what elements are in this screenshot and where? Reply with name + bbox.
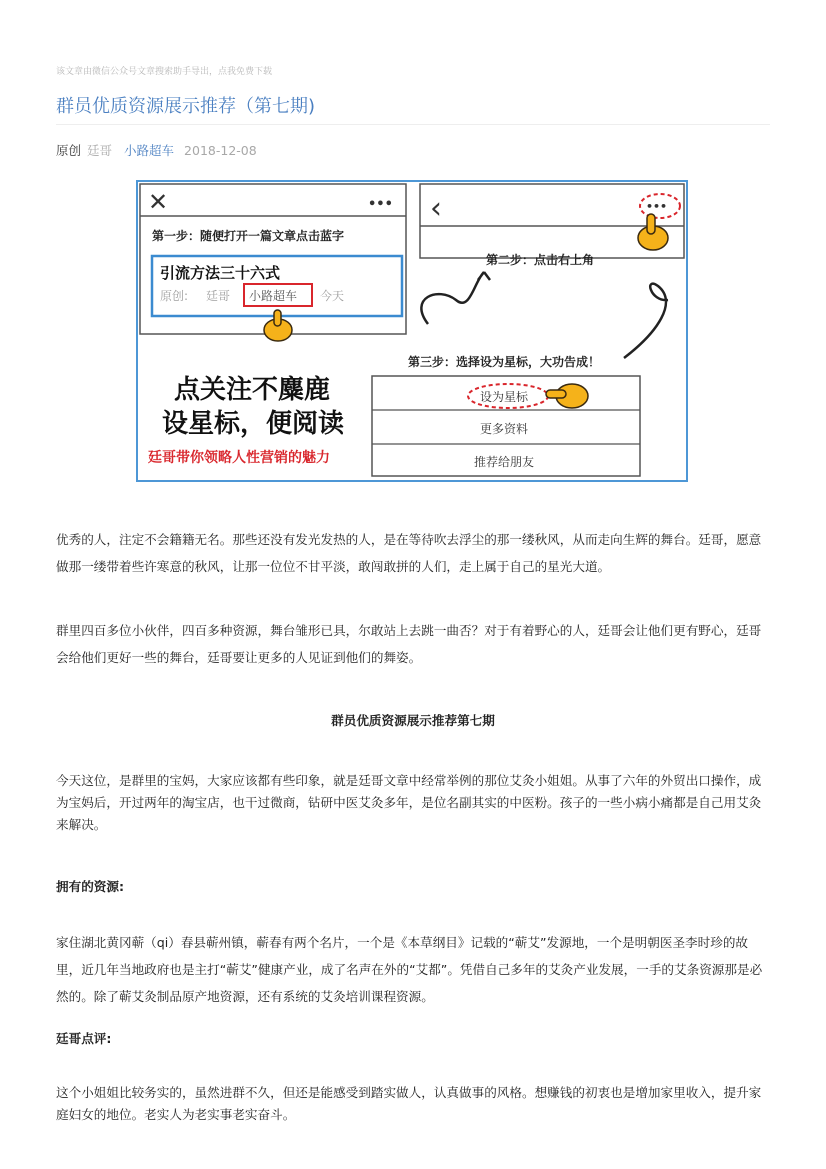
article-date: 今天 xyxy=(320,289,345,303)
article-original: 原创: xyxy=(160,289,189,303)
review-heading: 廷哥点评: xyxy=(56,1031,112,1046)
paragraph-profile: 今天这位，是群里的宝妈，大家应该都有些印象，就是廷哥文章中经常举例的那位艾灸小姐姐。从事了六年的外贸出口操作，成为宝妈后，开过两年的淘宝店，也干过微商，钻研中医艾灸多年，是位名副其实的中医粉。孩子的一些小病小痛都是自己用艾灸来解决。 xyxy=(56,773,762,832)
more-icon-right: ••• xyxy=(646,200,668,213)
article-title: 引流方法三十六式 xyxy=(160,264,281,282)
slogan-line1: 点关注不麋鹿 xyxy=(174,375,331,405)
banner-tagline: 廷哥带你领略人性营销的魅力 xyxy=(148,450,330,466)
publish-date: 2018-12-08 xyxy=(184,143,257,158)
arrow-icon-2 xyxy=(624,284,668,358)
back-icon: ‹ xyxy=(430,191,442,226)
article-author: 廷哥 xyxy=(206,289,231,303)
section-title: 群员优质资源展示推荐第七期 xyxy=(331,713,495,728)
paragraph-group: 群里四百多位小伙伴，四百多种资源，舞台雏形已具，尔敢站上去跳一曲否？对于有着野心的人，廷哥会让他们更有野心，廷哥会给他们更好一些的舞台，廷哥要让更多的人见证到他们的舞姿。 xyxy=(56,623,762,665)
menu-item-star: 设为星标 xyxy=(480,390,529,404)
author-name: 廷哥 xyxy=(87,143,113,158)
article-meta xyxy=(56,141,257,159)
follow-guide-banner xyxy=(136,180,688,482)
step1-text: 第一步：随便打开一篇文章点击蓝字 xyxy=(152,229,345,243)
page-title: 群员优质资源展示推荐（第七期) xyxy=(56,96,316,117)
resources-heading: 拥有的资源: xyxy=(56,879,125,894)
article-account: 小路超车 xyxy=(249,289,298,303)
slogan-line2: 设星标，便阅读 xyxy=(162,409,345,439)
arrow-icon-1 xyxy=(421,272,490,324)
paragraph-review: 这个小姐姐比较务实的，虽然进群不久，但还是能感受到踏实做人，认真做事的风格。想赚钱的初衷也是增加家里收入，提升家庭妇女的地位。老实人为老实事老实奋斗。 xyxy=(56,1085,762,1122)
paragraph-resources: 家住湖北黄冈蕲（qi）春县蕲州镇，蕲春有两个名片，一个是《本草纲目》记载的“蕲艾”发源地，一个是明朝医圣李时珍的故里，近几年当地政府也是主打“蕲艾”健康产业，成了名声在外的“艾都”。凭借自己多年的艾灸产业发展，一手的艾条资源那是必然的。除了蕲艾灸制品原产地资源，还有系统的艾灸培训课程资源。 xyxy=(56,935,763,1004)
close-icon: ✕ xyxy=(148,188,169,216)
step3-text: 第三步：选择设为星标，大功告成！ xyxy=(408,355,601,369)
step2-text: 第二步：点击右上角 xyxy=(486,253,595,267)
banner-illustration xyxy=(138,182,686,480)
more-icon: ••• xyxy=(368,197,393,212)
paragraph-intro: 优秀的人，注定不会籍籍无名。那些还没有发光发热的人，是在等待吹去浮尘的那一缕秋风，从而走向生辉的舞台。廷哥，愿意做那一缕带着些许寒意的秋风，让那一位位不甘平淡，敢闯敢拼的人们，走上属于自己的星光大道。 xyxy=(56,532,762,574)
export-notice[interactable]: 该文章由微信公众号文章搜索助手导出，点我免费下载 xyxy=(56,67,273,77)
title-divider xyxy=(56,124,770,125)
menu-item-more: 更多资料 xyxy=(480,422,529,436)
menu-item-share: 推荐给朋友 xyxy=(474,455,535,469)
original-badge: 原创 xyxy=(56,143,82,158)
account-link[interactable]: 小路超车 xyxy=(124,143,175,158)
